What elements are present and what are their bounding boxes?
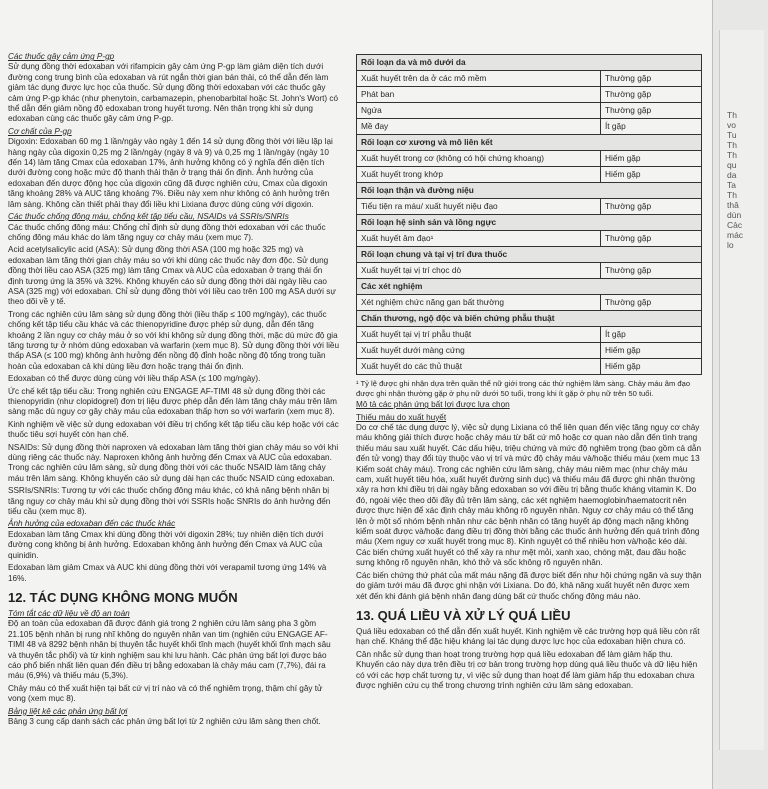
paragraph-text: Chảy máu có thể xuất hiện tại bất cứ vị trí nào và có thể nghiêm trọng, thậm chí gây tử vong (xem mục 8). bbox=[8, 683, 323, 704]
table-row bbox=[357, 231, 702, 247]
paragraph-activated-charcoal: Cân nhắc sử dụng than hoạt trong trường hợp quá liều edoxaban để làm giảm hấp thu. Khuyến cáo này dựa trên điều trị cơ bản trong trường hợp dùng quá liều thuốc và dữ liệu hiện có với các hợp chất tương tự, vì việc sử dụng than hoạt để làm giảm hấp thu edoxaban chưa được nghiên cứu cụ thể trong chương trình nghiên cứu lâm sàng edoxaban. bbox=[356, 649, 698, 690]
category-cell: Rối loạn da và mô dưới da bbox=[357, 55, 702, 71]
paragraph-text: Trong các nghiên cứu lâm sàng sử dụng đồng thời (liều thấp ≤ 100 mg/ngày), các thuốc chống kết tập tiểu cầu khác và các thienopyridine được phép sử dụng, dẫn đến tăng khoảng 2 lần nguy cơ chảy máu ở so với khi không sử dụng đồng thời, mặc dù mức độ gia tăng tương tự ở nhóm dùng edoxaban và warfarin (xem mục 8). Sử dụng đồng thời với liều thấp ASA (≤ 100 mg) không ảnh hưởng đến nồng độ đỉnh hoặc nồng độ tổng trong tuần hoàn của edoxaban cả khi dùng liều đơn hoặc trạng thái ổn định. bbox=[8, 309, 340, 371]
category-cell: Rối loạn thận và đường niệu bbox=[357, 183, 702, 199]
paragraph-text: Độ an toàn của edoxaban đã được đánh giá trong 2 nghiên cứu lâm sàng pha 3 gồm 21.105 bệnh nhân bị rung nhĩ không do nguyên nhân van tim (nghiên cứu ENGAGE AF-TIMI 48 và 8292 bệnh nhân bị thuyên tắc huyết khối tĩnh mạch (huyết khối tĩnh mạch sâu và thuyên tắc phổi) và từ kinh nghiệm sau khi lưu hành. Các phản ứng bất lợi được báo cáo phổ biến nhất liên quan đến điều trị bằng edoxaban là chảy máu cam (7,7%), đái ra máu (6,9%) và thiếu máu (5,3%). bbox=[8, 619, 331, 681]
frequency-cell: Hiếm gặp bbox=[601, 151, 702, 167]
table-row bbox=[357, 167, 702, 183]
subheading-anemia: Thiếu máu do xuất huyết bbox=[356, 412, 447, 422]
frequency-cell: Thường gặp bbox=[601, 71, 702, 87]
reaction-cell: Xuất huyết trong cơ (không có hội chứng khoang) bbox=[357, 151, 601, 167]
table-category-row bbox=[357, 135, 702, 151]
paragraph-text: Sử dụng đồng thời edoxaban với rifampicin gây cảm ứng P-gp làm giảm diện tích dưới đường cong trung bình của edoxaban và rút ngắn thời gian bán thải, có thể dẫn đến làm giảm tác dụng được lực học của thuốc. Sử dụng đồng thời edoxaban với các thuốc gây cảm ứng P-gp khác (như phenytoin, carbamazepin, phenobarbital hoặc St. John's Wort) có thể dẫn đến giảm nồng độ edoxaban trong huyết tương. Nên thận trọng khi sử dụng edoxaban cùng các thuốc gây cảm ứng P-gp. bbox=[8, 62, 339, 124]
table-category-row bbox=[357, 55, 702, 71]
table-row bbox=[357, 199, 702, 215]
frequency-cell: Hiếm gặp bbox=[601, 343, 702, 359]
paragraph-heading: Tóm tắt các dữ liệu về độ an toàn bbox=[8, 608, 130, 618]
edge-text: Th vo Tu Th Th qu da Ta Th thâ dùn Cảc mác lo bbox=[727, 110, 744, 250]
paragraph-text: Edoxaban làm tăng Cmax khi dùng đồng thời với digoxin 28%; tuy nhiên diện tích dưới đường cong không bị ảnh hưởng. Edoxaban không ảnh hưởng đến Cmax và AUC của quinidin. bbox=[8, 529, 324, 560]
frequency-cell: Hiếm gặp bbox=[601, 359, 702, 375]
table-row bbox=[357, 103, 702, 119]
paragraph-text: Kinh nghiệm về việc sử dụng edoxaban với điều trị chống kết tập tiểu cầu kép hoặc với các thuốc tiêu sợi huyết còn hạn chế. bbox=[8, 419, 339, 440]
category-cell: Rối loạn cơ xương và mô liên kết bbox=[357, 135, 702, 151]
left-column bbox=[8, 52, 340, 789]
reaction-cell: Xuất huyết trong khớp bbox=[357, 167, 601, 183]
adverse-reactions-table bbox=[356, 54, 702, 375]
reaction-cell: Tiểu tiện ra máu/ xuất huyết niệu đạo bbox=[357, 199, 601, 215]
frequency-cell: Thường gặp bbox=[601, 263, 702, 279]
interaction-section bbox=[8, 52, 340, 584]
frequency-cell: Ít gặp bbox=[601, 327, 702, 343]
category-cell: Các xét nghiệm bbox=[357, 279, 702, 295]
next-page-edge bbox=[712, 0, 768, 789]
paragraph-text: Bảng 3 cung cấp danh sách các phản ứng bất lợi từ 2 nghiên cứu lâm sàng then chốt. bbox=[8, 716, 321, 726]
table-category-row bbox=[357, 215, 702, 231]
reaction-cell: Xuất huyết do các thủ thuật bbox=[357, 359, 601, 375]
frequency-cell: Ít gặp bbox=[601, 119, 702, 135]
paragraph-overdose: Quá liều edoxaban có thể dẫn đến xuất huyết. Kinh nghiệm về các trường hợp quá liều còn rất hạn chế. Kháng thể đặc hiệu kháng lại tác dụng dược lực học của edoxaban hiện chưa có. bbox=[356, 626, 700, 647]
paragraph-text: Acid acetylsalicylic acid (ASA): Sử dụng đồng thời ASA (100 mg hoặc 325 mg) và edoxaban làm tăng thời gian chảy máu so với khi dùng các thuốc này đơn độc. Sử dụng đồng thời liều cao ASA (325 mg) làm tăng Cmax và AUC của edoxaban ở trạng thái ổn định tương ứng là 35% và 32%. Không khuyến cáo sử dụng đồng thời dài ngày liều cao ASA (325 mg) với edoxaban. Chỉ sử dụng đồng thời với liều cao trên 100 mg ASA dưới sự theo dõi về y tế. bbox=[8, 245, 336, 307]
subheading-selected-reactions: Mô tả các phản ứng bất lợi được lựa chọn bbox=[356, 400, 510, 410]
paragraph-text: Digoxin: Edoxaban 60 mg 1 lần/ngày vào ngày 1 đến 14 sử dụng đồng thời với liều lặp lại hàng ngày của digoxin 0,25 mg 2 lần/ngày (ngày 8 và 9) và 0,25 mg 1 lần/ngày (ngày 10 đến 14) làm tăng Cmax của edoxaban 17%, ảnh hưởng không có ý nghĩa đến diện tích dưới đường cong hoặc mức độ thanh thải thận ở trạng thái ổn định. Ảnh hưởng của edoxaban đến dược động học của digoxin cũng đã được nghiên cứu, Cmax của digoxin tăng khoảng 28% và AUC tăng khoảng 7%. Điều này xem như không có ảnh hưởng trên lâm sàng. Không cần thiết phải thay đổi liều khi Lixiana được dùng cùng với digoxin. bbox=[8, 137, 333, 209]
paragraph-text: Edoxaban làm giảm Cmax và AUC khi dùng đồng thời với verapamil tương ứng 14% và 16%. bbox=[8, 563, 327, 583]
paragraph-heading: Các thuốc gây cảm ứng P-gp bbox=[8, 52, 115, 61]
paragraph-heading: Bảng liệt kê các phản ứng bất lợi bbox=[8, 706, 128, 716]
frequency-cell: Thường gặp bbox=[601, 87, 702, 103]
paragraph-heading: Ảnh hưởng của edoxaban đến các thuốc khác bbox=[8, 519, 176, 529]
paragraph-bleeding-risk: Do cơ chế tác dụng dược lý, việc sử dụng Lixiana có thể liên quan đến việc tăng nguy cơ chảy máu không giải thích được hoặc chảy máu từ bất cứ mô hoặc cơ quan nào dẫn đến tình trạng thiếu máu sau xuất huyết. Các dấu hiệu, triệu chứng và mức độ nghiêm trọng (bao gồm cả dẫn đến tử vong) thay đổi tùy thuộc vào vị trí và mức độ chảy máu và/hoặc thiếu máu (xem mục 13 Kiểm soát chảy máu). Trong các nghiên cứu lâm sàng, chảy máu niêm mạc (như chảy máu cam, xuất huyết tiêu hóa, xuất huyết đường sinh dục) và thiếu máu đã được ghi nhận thường xảy ra hơn khi điều trị dài ngày bằng edoxaban so với điều trị bằng thuốc kháng vitamin K. Do đó, ngoài việc theo dõi đầy đủ trên lâm sàng, các xét nghiệm haemoglobin/haematocrit nên được thực hiện để xác định chảy máu không rõ nguyên nhân. Nguy cơ chảy máu có thể tăng lên ở một số nhóm bệnh nhân như các bệnh nhân có tăng huyết áp động mạch nặng không kiểm soát được và/hoặc đang điều trị đồng thời bằng các thuốc ảnh hưởng đến quá trình đông máu (Xem nguy cơ xuất huyết trong mục 8). Kinh nguyệt có thể nhiều hơn và/hoặc kéo dài. Các biến chứng xuất huyết có thể xảy ra như mệt mỏi, xanh xao, chóng mặt, đau đầu hoặc sưng không rõ nguyên nhân, khó thở và sốc không rõ nguyên nhân. bbox=[356, 423, 702, 568]
paragraph-text: Ức chế kết tập tiểu cầu: Trong nghiên cứu ENGAGE AF-TIMI 48 sử dụng đồng thời các thienopyridin (như clopidogrel) đơn trị liệu được phép dẫn đến làm tăng chảy máu trên lâm sàng mặc dù nguy cơ gây chảy máu của edoxaban thấp hơn so với warfarin (xem mục 8). bbox=[8, 386, 337, 417]
frequency-cell: Thường gặp bbox=[601, 295, 702, 311]
frequency-cell: Thường gặp bbox=[601, 199, 702, 215]
table-category-row bbox=[357, 311, 702, 327]
paragraph-heading: Cơ chất của P-gp bbox=[8, 126, 72, 136]
table-category-row bbox=[357, 183, 702, 199]
table-row bbox=[357, 359, 702, 375]
table-row bbox=[357, 119, 702, 135]
category-cell: Rối loạn chung và tại vị trí đưa thuốc bbox=[357, 247, 702, 263]
frequency-cell: Thường gặp bbox=[601, 103, 702, 119]
category-cell: Chấn thương, ngộ độc và biến chứng phẫu thuật bbox=[357, 311, 702, 327]
frequency-cell: Hiếm gặp bbox=[601, 167, 702, 183]
table-row bbox=[357, 71, 702, 87]
reaction-cell: Mề đay bbox=[357, 119, 601, 135]
table-row bbox=[357, 295, 702, 311]
reaction-cell: Ngứa bbox=[357, 103, 601, 119]
reaction-cell: Xuất huyết trên da ở các mô mềm bbox=[357, 71, 601, 87]
paragraph-text: NSAIDs: Sử dụng đồng thời naproxen và edoxaban làm tăng thời gian chảy máu so với khi dùng riêng các thuốc này. Naproxen không ảnh hưởng đến Cmax và AUC của edoxaban. Trong các nghiên cứu lâm sàng, sử dụng đồng thời với các thuốc NSAID làm tăng chảy máu trên lâm sàng. Không khuyến cáo sử dụng dài hạn các thuốc NSAID cùng edoxaban. bbox=[8, 442, 339, 483]
section-13-heading: 13. QUÁ LIỀU VÀ XỬ LÝ QUÁ LIỀU bbox=[356, 607, 571, 623]
paragraph-text: Edoxaban có thể được dùng cùng với liều thấp ASA (≤ 100 mg/ngày). bbox=[8, 374, 261, 384]
reaction-cell: Xuất huyết dưới màng cứng bbox=[357, 343, 601, 359]
table-row bbox=[357, 327, 702, 343]
paragraph-text: Các thuốc chống đông máu: Chống chỉ định sử dụng đồng thời edoxaban với các thuốc chống đông máu khác do làm tăng nguy cơ chảy máu (xem mục 7). bbox=[8, 222, 326, 242]
frequency-cell: Thường gặp bbox=[601, 231, 702, 247]
category-cell: Rối loạn hệ sinh sản và lồng ngực bbox=[357, 215, 702, 231]
table-footnote: ¹ Tỷ lệ được ghi nhận dựa trên quần thể nữ giới trong các thử nghiệm lâm sàng. Chảy máu âm đạo được ghi nhận thường gặp ở phụ nữ dưới 50 tuổi, trong khi ít gặp ở phụ nữ trên 50 tuổi. bbox=[356, 379, 691, 398]
adverse-effects-section bbox=[8, 609, 340, 727]
reaction-cell: Xuất huyết tại vị trí chọc dò bbox=[357, 263, 601, 279]
paragraph-complications: Các biến chứng thứ phát của mất máu nặng đã được biết đến như hội chứng ngăn và suy thận do giảm tưới máu đã được ghi nhận với Lixiana. Do đó, khả năng xuất huyết nên được xem xét đến khi đánh giá bệnh nhân đang dùng bất cứ thuốc chống đông máu nào. bbox=[356, 570, 702, 601]
table-row bbox=[357, 87, 702, 103]
right-column bbox=[356, 54, 702, 789]
reaction-cell: Xuất huyết tại vị trí phẫu thuật bbox=[357, 327, 601, 343]
reaction-cell: Xét nghiệm chức năng gan bất thường bbox=[357, 295, 601, 311]
table-row bbox=[357, 343, 702, 359]
table-row bbox=[357, 263, 702, 279]
table-category-row bbox=[357, 247, 702, 263]
paragraph-heading: Các thuốc chống đông máu, chống kết tập tiểu cầu, NSAIDs và SSRIs/SNRIs bbox=[8, 212, 289, 222]
table-category-row bbox=[357, 279, 702, 295]
paragraph-text: SSRIs/SNRIs: Tương tự với các thuốc chống đông máu khác, có khả năng bệnh nhân bị tăng nguy cơ chảy máu khi sử dụng đồng thời với SSRIs hoặc SNRIs do ảnh hưởng đến tiểu cầu (xem mục 8). bbox=[8, 486, 331, 517]
table-row bbox=[357, 151, 702, 167]
reaction-cell: Xuất huyết âm đạo¹ bbox=[357, 231, 601, 247]
section-12-heading: 12. TÁC DỤNG KHÔNG MONG MUỐN bbox=[8, 589, 238, 605]
reaction-cell: Phát ban bbox=[357, 87, 601, 103]
